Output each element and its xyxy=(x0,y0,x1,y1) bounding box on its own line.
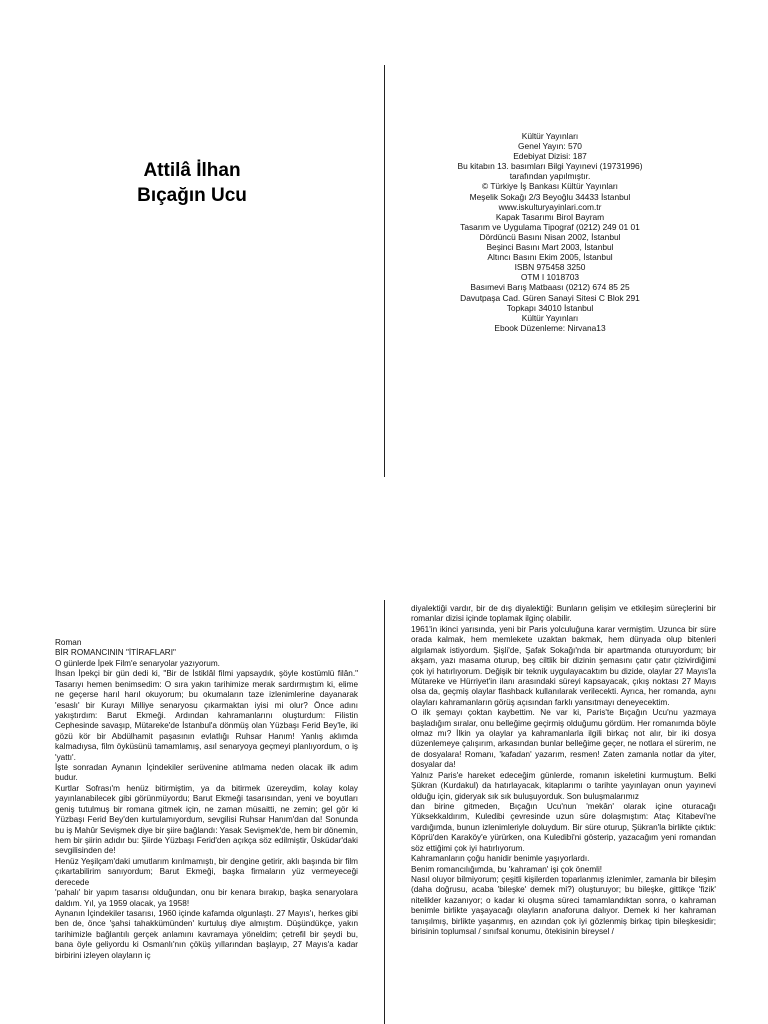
page-divider-top xyxy=(384,65,385,477)
paragraph: Nasıl oluyor bilmiyorum; çeşitli kişilerden toparlanmış izlenimler, zamanla bir bileşim (daha doğrusu, acaba 'bileşke' demek mi?) oluşturuyor; bu bileşke, gittikçe 'fizik' nitelikler kazanıyor; o kadar ki oluşma süreci tamamlandıktan sonra, o kahraman benimle birlikte yaşayacağı olayların anaforuna dalıyor. Demek ki her kahraman tanışılmış, birlikte yaşanmış, en azından çok iyi gözlenmiş birkaç tipin bileşkesidir; birisinin toplumsal / sınıfsal konumu, ötekisinin bireysel / xyxy=(411,874,716,937)
colophon-line: Genel Yayın: 570 xyxy=(518,141,582,152)
colophon-line: OTM I 1018703 xyxy=(520,272,580,283)
paragraph: 'pahalı' bir yapım tasarısı olduğundan, onu bir kenara bırakıp, başka senaryolara daldım. Yıl, ya 1959 olacak, ya 1958! xyxy=(55,888,358,908)
paragraph: İşte sonradan Aynanın İçindekiler serüvenine atılmama neden olacak ilk adım budur. xyxy=(55,763,358,783)
colophon-line: Dördüncü Basını Nisan 2002, İstanbul xyxy=(479,231,621,242)
colophon-line: Edebiyat Dizisi: 187 xyxy=(513,151,587,162)
paragraph: Roman xyxy=(55,638,82,647)
colophon-line: Kültür Yayınları xyxy=(521,312,579,323)
section-heading: BİR ROMANCININ "İTİRAFLARI" xyxy=(55,648,176,658)
colophon-line: ISBN 975458 3250 xyxy=(514,262,586,273)
paragraph: Aynanın İçindekiler tasarısı, 1960 içinde kafamda olgunlaştı. 27 Mayıs'ı, herkes gibi ben de, önce 'şahsi tahakkümünden' kurtuluş diye almıştım. Düşündükçe, yakın tarihimizle bağlantılı gerçek anlamını kavramaya yöneldim; çetrefil bir şeydi bu, bana öyle geliyordu ki Osmanlı'nın çöküş yıllarından başlayıp, 27 Mayıs'a kadar birbirini izleyen olayların iç xyxy=(55,908,358,960)
paragraph: Kurtlar Sofrası'm henüz bitirmiştim, ya da bitirmek üzereydim, kolay kolay yayınlanabilecek gibi görünmüyordu; Barut Ekmeği tasarısından, yeni ve boyutları geniş tutulmuş bir romana gitmek için, ne zaman müsaitti, ne zemin; gel gör ki Yüzbaşı Ferid Bey'den kurtulamıyordum, sevgilisi Ruhsar Hanım'dan da! Sonunda bu iş Mahûr Sevişmek diye bir şiire bağlandı: Yasak Sevişmek'de, hem bir dönemin, hem bir şiirin adıdır bu: Şiirde Yüzbaşı Ferid'den açıkça söz edilmiştir, Üsküdar'daki sevgilisinden de! xyxy=(55,783,358,856)
text-column-left xyxy=(55,638,358,961)
colophon-line: Meşelik Sokağı 2/3 Beyoğlu 34433 İstanbul xyxy=(469,191,631,202)
colophon-line: Basımevi Barış Matbaası (0212) 674 85 25 xyxy=(470,282,630,293)
colophon xyxy=(400,131,700,333)
paragraph: Henüz Yeşilçam'daki umutlarım kırılmamıştı, bir dengine getirir, aklı başında bir film çıkartabilirim sanıyordum; Barut Ekmeği, başka firmaların yüz vermeyeceği derecede xyxy=(55,856,358,887)
title-page xyxy=(0,60,384,480)
text-column-right xyxy=(411,604,716,938)
paragraph: Yalnız Paris'e hareket edeceğim günlerde, romanın iskeletini kurmuştum. Belki Şükran (Kurdakul) da hatırlayacak, kitaplarımı o tarihte yayınlayan onun yayınevi olduğu için, gideryak sık sık buluşuyorduk. Son buluşmalarımız xyxy=(411,770,716,801)
colophon-line: Kapak Tasarımı Birol Bayram xyxy=(495,211,605,222)
paragraph: O ilk şemayı çoktan kaybettim. Ne var ki, Paris'te Bıçağın Ucu'nu yazmaya başladığım sıralar, onu belleğime geçirmiş olduğumu gördüm. Her romanımda böyle olmaz mı? İlkin ya olaylar ya kahramanlarla ilgili birkaç not alır, bir iki dosya düzenlemeye çalışırım, arkasından bunlar belleğime geçer, ne notlara el sürerim, ne de dosyalara! Romanı, 'kafadan' yazarım, resmen! Zaten zamanla notlar da yiter, dosyalar da! xyxy=(411,708,716,770)
paragraph: dan birine gitmeden, Bıçağın Ucu'nun 'mekân' olarak içine oturacağı Yüksekkaldırım, Kuledibi çevresinde uzun süre dolaşmıştım: Ataç Kitabevi'ne vardığımda, bunun izlenimleriyle doluydum. Bir süre oturup, Şükran'la birlikte çıktık: Köprü'den Karaköy'e yürürken, ona Kuledibi'ni gösterip, yazacağım yeni romandan söz ettiğimi çok iyi hatırlıyorum. xyxy=(411,802,716,853)
colophon-line: tarafından yapılmıştır. xyxy=(509,171,591,182)
colophon-line: Beşinci Basını Mart 2003, İstanbul xyxy=(486,242,614,253)
colophon-line: Ebook Düzenleme: Nirvana13 xyxy=(494,322,606,333)
colophon-line: Davutpaşa Cad. Güren Sanayi Sitesi C Blok 291 xyxy=(460,292,640,303)
colophon-line: Topkapı 34010 İstanbul xyxy=(506,302,594,313)
paragraph: O günlerde İpek Film'e senaryolar yazıyorum. xyxy=(55,658,220,668)
paragraph: 1961'in ikinci yarısında, yeni bir Paris yolculuğuna karar vermiştim. Uzunca bir süre orada kalmak, hem memlekete uzaktan bakmak, hem dünyada olup bitenleri algılamak istiyordum. Şişli'de, Şafak Sokağı'nda bir apartmanda oturuyordum; bir akşam, yazı masama oturup, beş ciltlik bir dizinin şemasını çatır çatır çizivirdiğimi çok iyi hatırlıyorum. Değişik bir teknik uygulayacaktım bu dizide, olaylar 27 Mayıs'la Mütareke ve Hürriyet'in ilanı arasındaki süreyi kapsayacak, çıkış noktası 27 Mayıs olsa da, geçmiş olaylar flashback kullanılarak verilecekti. Ayrıca, her romanda, aynı olayları kahramanların görüş açısından farklı yansıtmayı deneyecektim. xyxy=(411,624,716,707)
colophon-line: www.iskulturyayinlari.com.tr xyxy=(498,201,602,212)
colophon-line: Tasarım ve Uygulama Tipograf (0212) 249 01 01 xyxy=(460,221,640,232)
book-author: Attilâ İlhan xyxy=(143,160,241,181)
page-divider-bottom xyxy=(384,600,385,1024)
paragraph: Benim romancılığımda, bu 'kahraman' işi çok önemli! xyxy=(411,864,603,874)
paragraph: Kahramanların çoğu hanidir benimle yaşıyorlardı. xyxy=(411,854,590,864)
colophon-line: © Türkiye İş Bankası Kültür Yayınları xyxy=(481,181,619,192)
colophon-line: Altıncı Basını Ekim 2005, İstanbul xyxy=(487,252,613,263)
colophon-line: Bu kitabın 13. basımları Bilgi Yayınevi (19731996) xyxy=(457,161,643,172)
book-title: Bıçağın Ucu xyxy=(137,185,247,206)
paragraph: diyalektiği vardır, bir de dış diyalektiği: Bunların gelişim ve etkileşim süreçlerini bir romanlar dizisi içinde toplamak ilginç olabilir. xyxy=(411,604,716,624)
colophon-line: Kültür Yayınları xyxy=(521,131,579,141)
paragraph: İhsan İpekçi bir gün dedi ki, "Bir de İstiklâl filmi yapsaydık, şöyle kostümlü filân." Tasarıyı hemen benimsedim: O sıra yakın tarihimize merak sardırmıştım ki, elime ne geçerse harıl harıl okuyorum; bu okumaların taze izlenimlerine dayanarak 'esaslı' bir Kurayı Milliye senaryosu çıkarmaktan iyisi mi olur? Önce adını yakıştırdım: Barut Ekmeği. Ardından kahramanlarını oluşturdum: Filistin Cephesinde savaşıp, Mütareke'de İstanbul'a dönmüş olan Yüzbaşı Ferid Bey'le, iki gözü kör bir Abdülhamit paşasının evlatlığı Ruhsar Hanım! Yanlış aklımda kalmadıysa, film öyküsünü tamamlamış, asıl senaryoya geçmeyi planlıyordum, o iş 'yattı'. xyxy=(55,669,358,762)
